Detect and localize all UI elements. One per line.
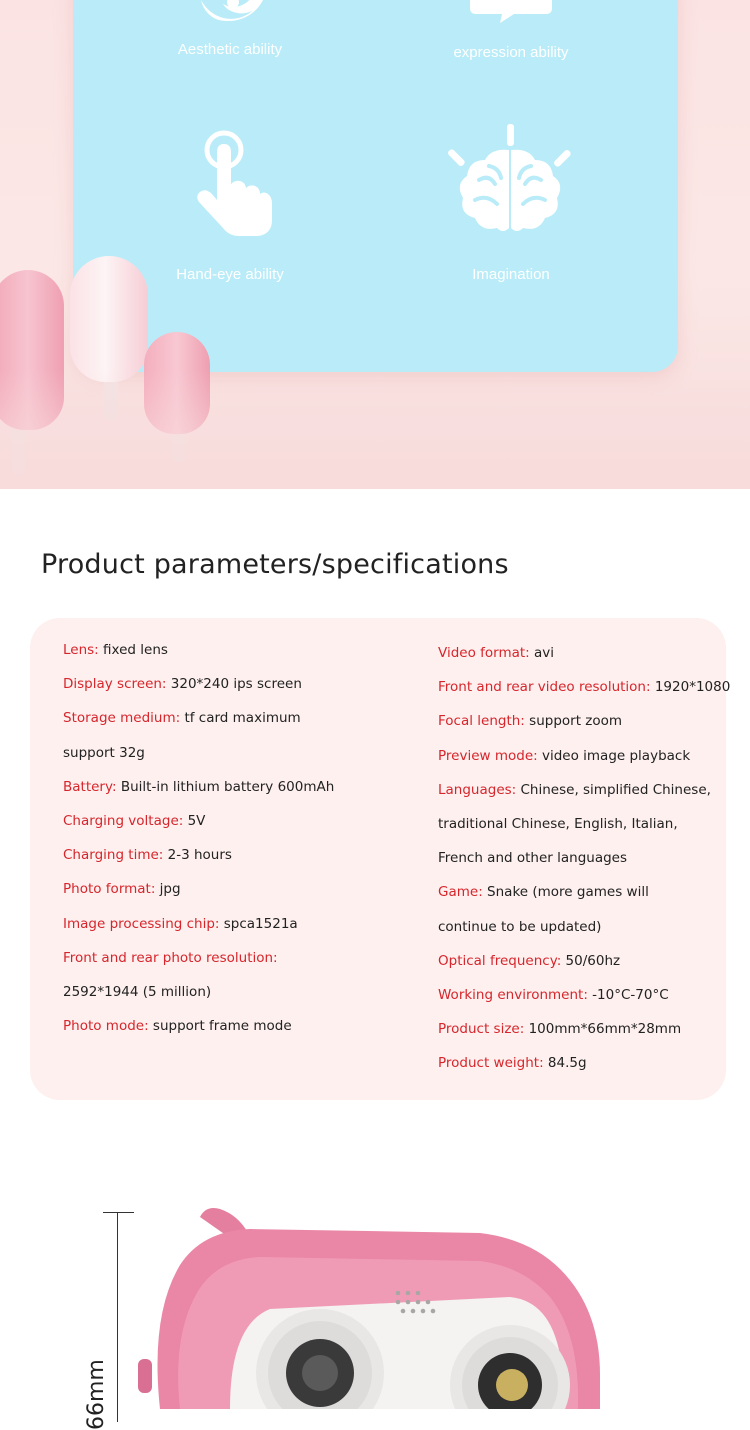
popsicle-decoration: [70, 256, 148, 382]
spec-row: [63, 881, 181, 897]
spec-row: [438, 713, 622, 729]
spec-row: [438, 850, 627, 866]
spec-value: -10°C-70°C: [587, 987, 669, 1003]
abilities-panel: [73, 0, 678, 372]
svg-text:66mm: 66mm: [84, 1359, 109, 1430]
popsicle-stick: [12, 400, 26, 475]
dimension-label: [75, 1350, 115, 1430]
spec-row: [438, 987, 669, 1003]
spec-value: video image playback: [537, 747, 691, 764]
spec-row: [438, 953, 620, 969]
spec-key: Lens:: [63, 642, 99, 658]
spec-row: [63, 847, 232, 863]
spec-key: Languages:: [438, 781, 517, 798]
spec-row: [63, 1018, 292, 1034]
spec-key: Display screen:: [63, 676, 167, 693]
spec-value: Chinese, simplified Chinese,: [516, 781, 711, 798]
spec-value: 2-3 hours: [163, 847, 232, 864]
spec-row: [438, 782, 711, 798]
spec-row: [438, 816, 678, 832]
spec-value: tf card maximum: [180, 710, 301, 727]
spec-row: [63, 984, 211, 1000]
brain-icon: [445, 122, 575, 242]
spec-key: Photo mode:: [63, 1018, 149, 1035]
spec-value: 50/60hz: [561, 952, 621, 969]
popsicle-stick: [104, 360, 118, 420]
speech-bubble-icon: [468, 0, 558, 25]
spec-row: [438, 1055, 587, 1071]
spec-row: [438, 884, 649, 900]
spec-row: [63, 745, 145, 761]
pointing-hand-icon: [191, 128, 281, 238]
spec-value: spca1521a: [219, 915, 298, 932]
spec-key: Focal length:: [438, 713, 525, 730]
spec-value: Snake (more games will: [482, 884, 649, 901]
spec-key: Working environment:: [438, 987, 588, 1003]
spec-value: 1920*1080: [650, 679, 731, 696]
spec-value: avi: [529, 645, 555, 661]
ability-label-expression: expression ability: [453, 44, 569, 61]
spec-key: Preview mode:: [438, 747, 538, 764]
spec-row: [438, 679, 730, 695]
ability-label-imagination: Imagination: [472, 266, 550, 283]
popsicle-decoration: [0, 270, 64, 430]
kids-camera-image: [120, 1205, 620, 1409]
spec-key: Front and rear video resolution:: [438, 679, 651, 696]
spec-row: [63, 813, 205, 829]
spec-value: fixed lens: [98, 642, 168, 658]
spec-row: [438, 748, 690, 764]
spec-row: [63, 710, 301, 726]
spec-key: Optical frequency:: [438, 952, 562, 969]
spec-row: [63, 676, 302, 692]
ability-label-aesthetic: Aesthetic ability: [177, 41, 283, 58]
spec-value: continue to be updated): [438, 918, 602, 935]
spec-row: [63, 779, 334, 795]
spec-key: Storage medium:: [63, 710, 181, 727]
spec-value: 2592*1944 (5 million): [63, 984, 212, 1000]
spec-key: Front and rear photo resolution:: [63, 949, 278, 966]
spec-row: [438, 1021, 681, 1037]
leaf-icon: [193, 0, 273, 25]
spec-value: support 32g: [63, 744, 145, 761]
spec-value: French and other languages: [438, 850, 627, 867]
specifications-title: Product parameters/specifications: [41, 549, 509, 580]
spec-value: Built-in lithium battery 600mAh: [116, 778, 335, 795]
spec-value: traditional Chinese, English, Italian,: [438, 816, 678, 832]
spec-key: Product size:: [438, 1021, 525, 1038]
specifications-card: [30, 618, 731, 1100]
spec-value: 84.5g: [543, 1055, 587, 1072]
spec-value: 5V: [183, 813, 206, 829]
spec-key: Battery:: [63, 778, 117, 795]
spec-value: 320*240 ips screen: [166, 676, 302, 693]
spec-key: Charging voltage:: [63, 813, 184, 829]
dimension-line: [117, 1212, 118, 1422]
popsicle-decoration: [144, 332, 210, 434]
spec-value: 100mm*66mm*28mm: [524, 1021, 682, 1038]
spec-row: [438, 645, 554, 661]
spec-key: Video format:: [438, 645, 530, 661]
spec-row: [63, 950, 278, 966]
spec-key: Charging time:: [63, 847, 164, 864]
spec-key: Photo format:: [63, 881, 156, 898]
spec-key: Game:: [438, 884, 483, 901]
spec-row: [438, 919, 601, 935]
features-banner: [0, 0, 750, 489]
spec-row: [63, 642, 168, 658]
spec-row: [63, 916, 298, 932]
spec-value: jpg: [155, 881, 181, 898]
ability-label-hand-eye: Hand-eye ability: [176, 266, 284, 283]
spec-key: Image processing chip:: [63, 915, 220, 932]
spec-value: support zoom: [524, 713, 623, 730]
spec-key: Product weight:: [438, 1055, 544, 1072]
spec-value: support frame mode: [148, 1018, 292, 1035]
popsicle-stick: [172, 412, 186, 462]
